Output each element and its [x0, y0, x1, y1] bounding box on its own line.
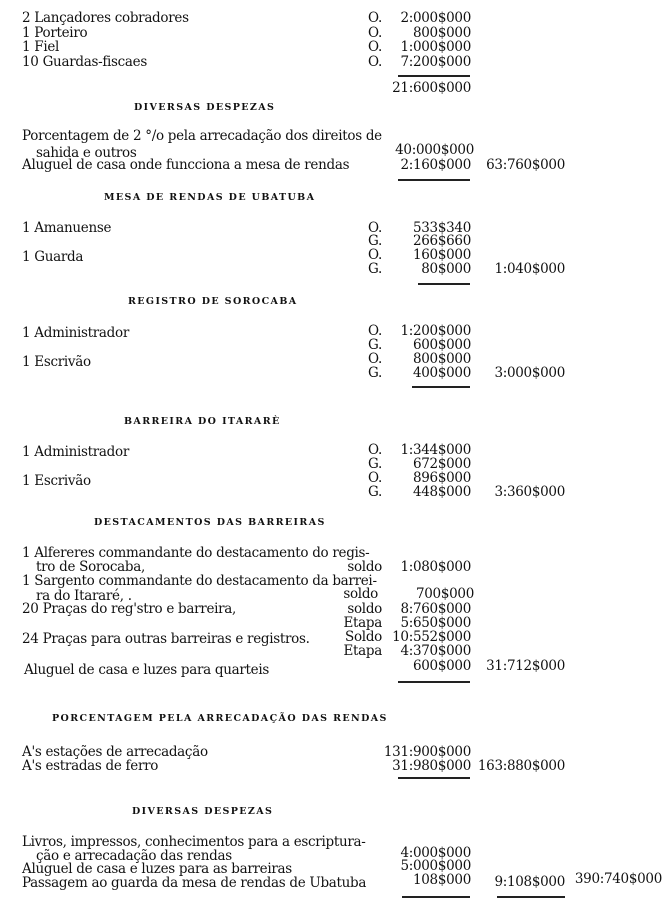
- item-amount: 10:552$000: [392, 629, 471, 645]
- grand-total: 390:740$000: [574, 871, 662, 887]
- item-code: O.: [368, 220, 382, 236]
- item-amount: 700$000: [415, 586, 474, 602]
- item-amount: 533$340: [412, 220, 471, 236]
- item-label: Aluguel de casa e luzes para quarteis: [24, 662, 269, 678]
- sum-rule: [497, 896, 565, 898]
- item-label-continued: ção e arrecadação das rendas: [36, 848, 232, 864]
- section-total: 163:880$000: [477, 758, 565, 774]
- item-label: Passagem ao guarda da mesa de rendas de Ubatuba: [22, 875, 367, 891]
- sum-rule: [418, 283, 470, 285]
- item-label: Aluguel de casa onde funcciona a mesa de rendas: [22, 157, 350, 173]
- item-code: Soldo: [345, 629, 382, 645]
- item-label: 20 Praças do reg'stro e barreira,: [22, 601, 237, 617]
- item-amount: 8:760$000: [400, 601, 471, 617]
- section-heading: PORCENTAGEM PELA ARRECADAÇÃO DAS RENDAS: [52, 713, 388, 724]
- item-amount: 600$000: [412, 337, 471, 353]
- item-code: O.: [368, 54, 382, 70]
- item-code: Etapa: [343, 643, 382, 659]
- item-amount: 1:080$000: [400, 559, 471, 575]
- item-label: 24 Praças para outras barreiras e registros.: [22, 631, 310, 647]
- item-label: 1 Alfereres commandante do destacamento do regis-: [22, 545, 370, 561]
- item-amount: 896$000: [412, 470, 471, 486]
- item-amount: 2:000$000: [400, 10, 471, 26]
- item-label: Livros, impressos, conhecimentos para a escriptura-: [22, 834, 366, 850]
- sum-rule: [398, 75, 470, 77]
- item-label-continued: ra do Itararé, .: [36, 588, 132, 604]
- item-amount: 266$660: [412, 233, 471, 249]
- item-code: G.: [368, 484, 382, 500]
- item-label: Aluguel de casa e luzes para as barreiras: [22, 861, 292, 877]
- item-amount: 40:000$000: [395, 142, 474, 158]
- item-label: 1 Administrador: [22, 444, 129, 460]
- section-heading: DIVERSAS DESPEZAS: [134, 102, 276, 113]
- item-amount: 5:000$000: [400, 858, 471, 874]
- item-code: G.: [368, 456, 382, 472]
- item-code: soldo: [343, 586, 378, 602]
- section-total: 21:600$000: [392, 80, 471, 96]
- item-amount: 80$000: [421, 261, 471, 277]
- item-label: 1 Fiel: [22, 39, 60, 55]
- item-code: O.: [368, 247, 382, 263]
- item-label: A's estações de arrecadação: [22, 744, 208, 760]
- item-label: 2 Lançadores cobradores: [22, 10, 189, 26]
- item-code: soldo: [347, 559, 382, 575]
- item-amount: 4:000$000: [400, 845, 471, 861]
- item-amount: 600$000: [412, 658, 471, 674]
- item-code: Etapa: [343, 615, 382, 631]
- item-amount: 672$000: [412, 456, 471, 472]
- item-amount: 800$000: [412, 351, 471, 367]
- item-code: O.: [368, 323, 382, 339]
- item-code: soldo: [347, 601, 382, 617]
- item-amount: 7:200$000: [400, 54, 471, 70]
- section-heading: DIVERSAS DESPEZAS: [132, 806, 274, 817]
- section-total: 63:760$000: [486, 157, 565, 173]
- item-code: O.: [368, 351, 382, 367]
- item-amount: 131:900$000: [383, 744, 471, 760]
- item-amount: 448$000: [412, 484, 471, 500]
- item-label: 1 Guarda: [22, 249, 84, 265]
- section-heading: BARREIRA DO ITARARÈ: [124, 416, 281, 427]
- item-label-continued: sahida e outros: [36, 145, 137, 161]
- section-heading: REGISTRO DE SOROCABA: [128, 296, 298, 307]
- section-heading: DESTACAMENTOS DAS BARREIRAS: [94, 517, 326, 528]
- item-label: 1 Administrador: [22, 325, 129, 341]
- item-code: G.: [368, 233, 382, 249]
- item-label-continued: tro de Sorocaba,: [36, 559, 145, 575]
- item-amount: 4:370$000: [400, 643, 471, 659]
- item-label: 1 Escrivão: [22, 473, 91, 489]
- item-amount: 1:000$000: [400, 39, 471, 55]
- item-amount: 1:200$000: [400, 323, 471, 339]
- sum-rule: [398, 179, 470, 181]
- item-amount: 160$000: [412, 247, 471, 263]
- item-label: Porcentagem de 2 °/o pela arrecadação dos direitos de: [22, 128, 382, 144]
- item-code: O.: [368, 442, 382, 458]
- item-code: O.: [368, 25, 382, 41]
- item-label: 1 Amanuense: [22, 220, 112, 236]
- section-total: 31:712$000: [486, 658, 565, 674]
- section-heading: MESA DE RENDAS DE UBATUBA: [104, 192, 316, 203]
- section-total: 3:000$000: [494, 365, 565, 381]
- item-code: G.: [368, 365, 382, 381]
- item-amount: 108$000: [412, 872, 471, 888]
- item-label: A's estradas de ferro: [22, 758, 159, 774]
- section-total: 3:360$000: [494, 484, 565, 500]
- item-amount: 800$000: [412, 25, 471, 41]
- section-total: 9:108$000: [494, 874, 565, 890]
- item-amount: 400$000: [412, 365, 471, 381]
- section-total: 1:040$000: [494, 261, 565, 277]
- item-label: 10 Guardas-fiscaes: [22, 54, 147, 70]
- item-amount: 31:980$000: [392, 758, 471, 774]
- item-amount: 2:160$000: [400, 157, 471, 173]
- item-code: O.: [368, 470, 382, 486]
- item-amount: 5:650$000: [400, 615, 471, 631]
- item-code: O.: [368, 10, 382, 26]
- item-label: 1 Sargento commandante do destacamento da barrei-: [22, 573, 377, 589]
- sum-rule: [402, 896, 470, 898]
- item-code: O.: [368, 39, 382, 55]
- item-label: 1 Porteiro: [22, 25, 88, 41]
- sum-rule: [398, 681, 470, 683]
- item-code: G.: [368, 337, 382, 353]
- item-code: G.: [368, 261, 382, 277]
- sum-rule: [412, 386, 470, 388]
- item-amount: 1:344$000: [400, 442, 471, 458]
- sum-rule: [398, 777, 470, 779]
- item-label: 1 Escrivão: [22, 354, 91, 370]
